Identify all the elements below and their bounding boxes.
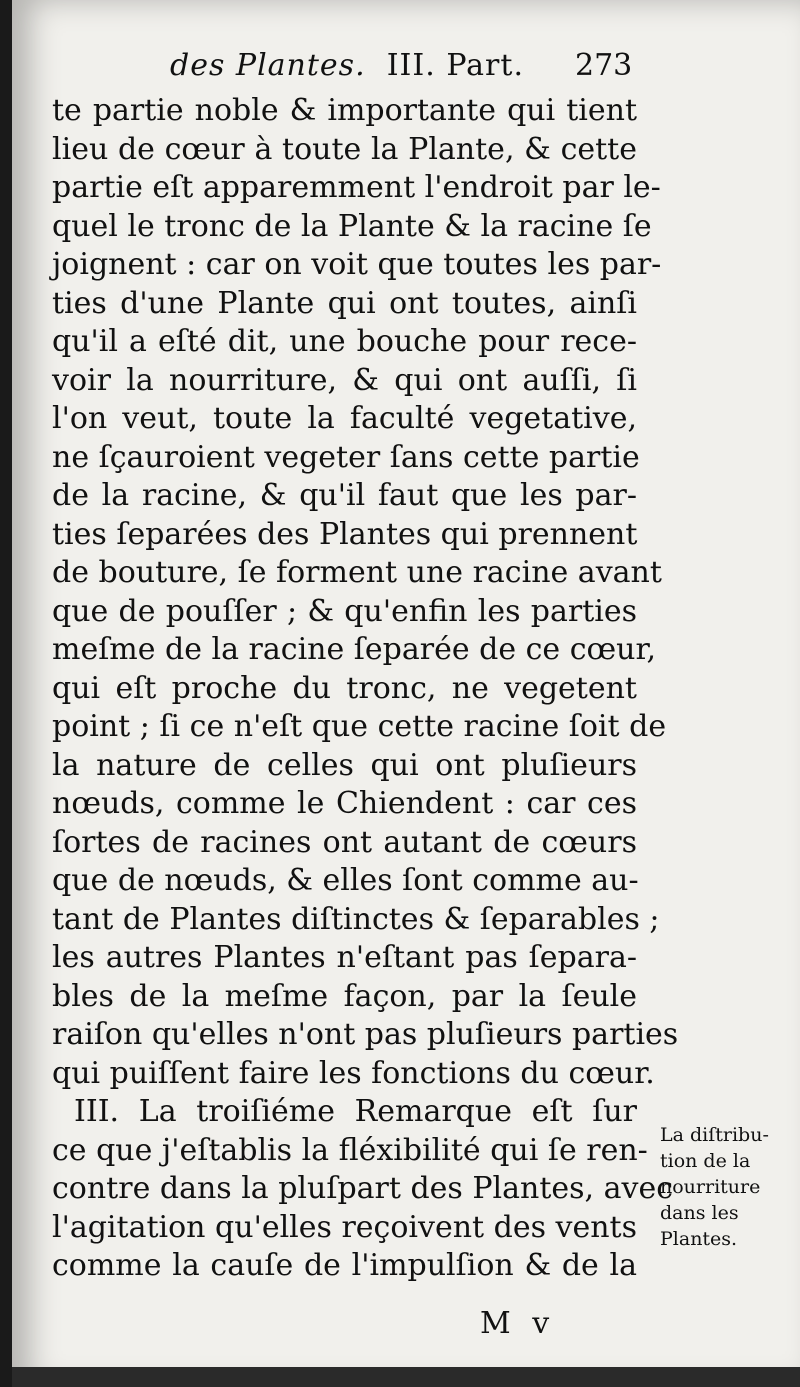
margin-note-line: tion de la bbox=[660, 1150, 751, 1172]
text-line: la nature de celles qui ont pluſieurs bbox=[52, 747, 637, 783]
text-line: ſortes de racines ont autant de cœurs bbox=[52, 824, 637, 860]
running-title bbox=[170, 48, 524, 83]
text-line: contre dans la pluſpart des Plantes, avec bbox=[52, 1171, 674, 1206]
text-line: point ; ſi ce n'eſt que cette racine ſoit de bbox=[52, 709, 667, 744]
text-line: ne ſçauroient vegeter ſans cette partie bbox=[52, 439, 640, 475]
text-line: voir la nourriture, & qui ont auſſi, ſi bbox=[52, 362, 637, 398]
page-header bbox=[0, 48, 800, 88]
text-line: raiſon qu'elles n'ont pas pluſieurs parties bbox=[52, 1017, 679, 1052]
running-title-roman: III. Part. bbox=[386, 48, 524, 83]
text-line: comme la cauſe de l'impulſion & de la bbox=[52, 1248, 637, 1283]
text-line: bles de la meſme façon, par la ſeule bbox=[52, 978, 637, 1014]
running-title-italic: des Plantes. bbox=[170, 48, 366, 83]
text-line: partie eſt apparemment l'endroit par le- bbox=[52, 170, 661, 205]
text-line: joignent : car on voit que toutes les par- bbox=[52, 247, 662, 282]
text-line: lieu de cœur à toute la Plante, & cette bbox=[52, 131, 637, 167]
text-line: ce que j'eſtablis la fléxibilité qui ſe ren- bbox=[52, 1132, 648, 1168]
margin-note-line: La diſtribu- bbox=[660, 1124, 769, 1146]
section-start-line: III. La troiſiéme Remarque eſt ſur bbox=[74, 1094, 637, 1129]
text-line: tant de Plantes diſtinctes & ſeparables ; bbox=[52, 901, 660, 937]
text-line: meſme de la racine ſeparée de ce cœur, bbox=[52, 632, 657, 667]
margin-note bbox=[660, 1122, 790, 1252]
text-line: que de nœuds, & elles ſont comme au- bbox=[52, 863, 639, 898]
margin-note-line: Plantes. bbox=[660, 1228, 738, 1250]
margin-note-line: nourriture bbox=[660, 1176, 761, 1198]
margin-note-line: dans les bbox=[660, 1202, 739, 1224]
text-line: de la racine, & qu'il faut que les par- bbox=[52, 478, 637, 513]
text-line: qui puiſſent faire les fonctions du cœur. bbox=[52, 1055, 655, 1091]
text-line: l'agitation qu'elles reçoivent des vents bbox=[52, 1209, 637, 1245]
text-line: qui eſt proche du tronc, ne vegetent bbox=[52, 670, 637, 706]
text-line: te partie noble & importante qui tient bbox=[52, 93, 637, 128]
text-line: quel le tronc de la Plante & la racine ſe bbox=[52, 208, 652, 244]
body-text bbox=[52, 92, 679, 1286]
text-line: l'on veut, toute la faculté vegetative, bbox=[52, 401, 637, 436]
signature-mark: M v bbox=[480, 1306, 556, 1341]
text-line: ties ſeparées des Plantes qui prennent bbox=[52, 516, 638, 552]
page-number: 273 bbox=[575, 48, 633, 83]
text-line: nœuds, comme le Chiendent : car ces bbox=[52, 786, 637, 821]
text-line: que de pouſſer ; & qu'enfin les parties bbox=[52, 593, 637, 629]
text-line: ties d'une Plante qui ont toutes, ainſi bbox=[52, 285, 637, 321]
scan-edge bbox=[12, 1367, 800, 1387]
text-line: de bouture, ſe forment une racine avant bbox=[52, 555, 662, 590]
text-line: qu'il a eſté dit, une bouche pour rece- bbox=[52, 324, 637, 359]
text-line: les autres Plantes n'eſtant pas ſepara- bbox=[52, 940, 637, 975]
